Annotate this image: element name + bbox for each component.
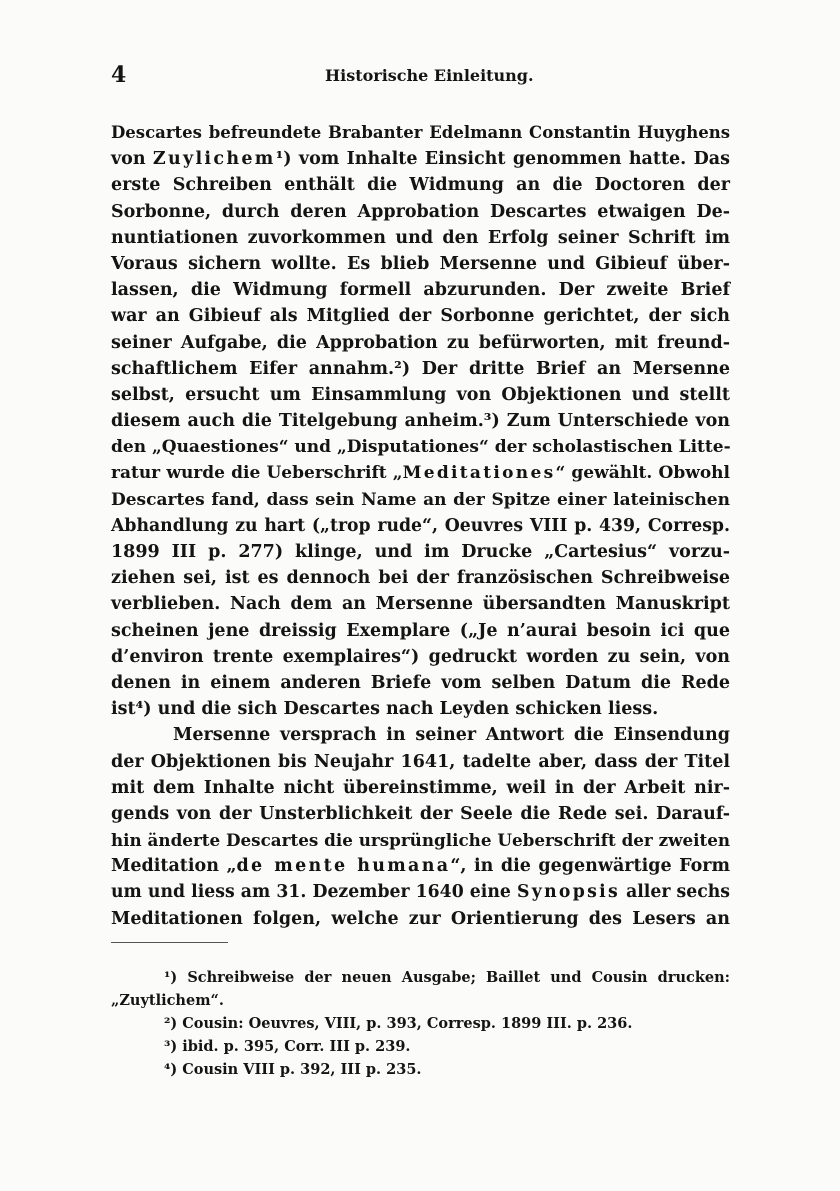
text-line: den „Quaestiones“ und „Disputationes“ der scholastischen Litte- bbox=[111, 437, 731, 458]
text-segment: um und liess am 31. Dezember 1640 eine bbox=[111, 882, 517, 903]
text-line: ist⁴) und die sich Descartes nach Leyden schicken liess. bbox=[111, 699, 659, 720]
text-line: Mersenne versprach in seiner Antwort die Einsendung bbox=[173, 725, 730, 746]
text-line: hin änderte Descartes die ursprüngliche Ueberschrift der zweiten bbox=[111, 830, 731, 851]
footnote: ¹) Schreibweise der neuen Ausgabe; Baillet und Cousin drucken: bbox=[164, 969, 730, 986]
text-line: d’environ trente exemplaires“) gedruckt worden zu sein, von bbox=[111, 646, 730, 667]
running-header: Historische Einleitung. bbox=[325, 66, 534, 85]
text-line: erste Schreiben enthält die Widmung an die Doctoren der bbox=[111, 175, 730, 196]
text-line: verblieben. Nach dem an Mersenne übersandten Manuskript bbox=[111, 594, 730, 615]
text-segment: “, in die gegenwärtige Form bbox=[450, 856, 730, 877]
text-segment: ratur wurde die Ueberschrift „ bbox=[111, 463, 403, 484]
text-line bbox=[111, 460, 730, 486]
footnotes bbox=[111, 966, 730, 1081]
text-line: lassen, die Widmung formell abzurunden. Der zweite Brief bbox=[111, 280, 730, 301]
text-line: gends von der Unsterblichkeit der Seele die Rede sei. Darauf- bbox=[111, 803, 730, 824]
spaced-emphasis: Zuylichem bbox=[152, 149, 276, 170]
main-text bbox=[111, 120, 730, 932]
spaced-emphasis: Meditationes bbox=[402, 463, 556, 484]
text-line: nuntiationen zuvorkommen und den Erfolg seiner Schrift im bbox=[111, 227, 730, 248]
spaced-emphasis: de mente humana bbox=[236, 856, 451, 877]
footnote-divider bbox=[111, 942, 228, 943]
text-line: Descartes befreundete Brabanter Edelmann Constantin Huyghens bbox=[111, 123, 730, 142]
text-line: selbst, ersucht um Einsammlung von Objektionen und stellt bbox=[111, 384, 730, 405]
text-segment: ¹) vom Inhalte Einsicht genommen hatte. Das bbox=[275, 149, 730, 170]
text-line: Meditationen folgen, welche zur Orientierung des Lesers an bbox=[111, 908, 730, 929]
footnote: ³) ibid. p. 395, Corr. III p. 239. bbox=[164, 1038, 411, 1055]
text-line: scheinen jene dreissig Exemplare („Je n’aurai besoin ici que bbox=[111, 620, 730, 641]
text-line: war an Gibieuf als Mitglied der Sorbonne gerichtet, der sich bbox=[111, 306, 730, 327]
text-line bbox=[111, 853, 730, 879]
text-line: der Objektionen bis Neujahr 1641, tadelte aber, dass der Titel bbox=[111, 751, 730, 772]
page-number: 4 bbox=[111, 62, 127, 88]
text-line: diesem auch die Titelgebung anheim.³) Zum Unterschiede von bbox=[111, 411, 730, 432]
text-line bbox=[111, 879, 730, 905]
text-segment: von bbox=[111, 149, 153, 170]
text-line: denen in einem anderen Briefe vom selben Datum die Rede bbox=[111, 672, 730, 693]
text-line: schaftlichem Eifer annahm.²) Der dritte Brief an Mersenne bbox=[111, 358, 730, 379]
text-line: seiner Aufgabe, die Approbation zu befürworten, mit freund- bbox=[111, 332, 730, 353]
text-line bbox=[111, 146, 730, 172]
text-line: ziehen sei, ist es dennoch bei der französischen Schreibweise bbox=[111, 568, 730, 589]
text-segment: aller sechs bbox=[619, 882, 730, 903]
text-line: mit dem Inhalte nicht übereinstimme, weil in der Arbeit nir- bbox=[111, 777, 730, 798]
text-segment: Meditation „ bbox=[111, 856, 237, 877]
text-line: Sorbonne, durch deren Approbation Descartes etwaigen De- bbox=[111, 201, 730, 222]
text-line: 1899 III p. 277) klinge, und im Drucke „Cartesius“ vorzu- bbox=[111, 542, 730, 562]
footnote: „Zuytlichem“. bbox=[111, 992, 224, 1009]
text-line: Voraus sichern wollte. Es blieb Mersenne und Gibieuf über- bbox=[111, 253, 730, 274]
footnote: ⁴) Cousin VIII p. 392, III p. 235. bbox=[164, 1061, 422, 1078]
spaced-emphasis: Synopsis bbox=[516, 882, 620, 903]
text-segment: “ gewählt. Obwohl bbox=[555, 463, 730, 484]
footnote: ²) Cousin: Oeuvres, VIII, p. 393, Corresp. 1899 III. p. 236. bbox=[164, 1015, 633, 1032]
text-line: Descartes fand, dass sein Name an der Spitze einer lateinischen bbox=[111, 489, 730, 510]
text-line: Abhandlung zu hart („trop rude“, Oeuvres VIII p. 439, Corresp. bbox=[111, 515, 730, 536]
